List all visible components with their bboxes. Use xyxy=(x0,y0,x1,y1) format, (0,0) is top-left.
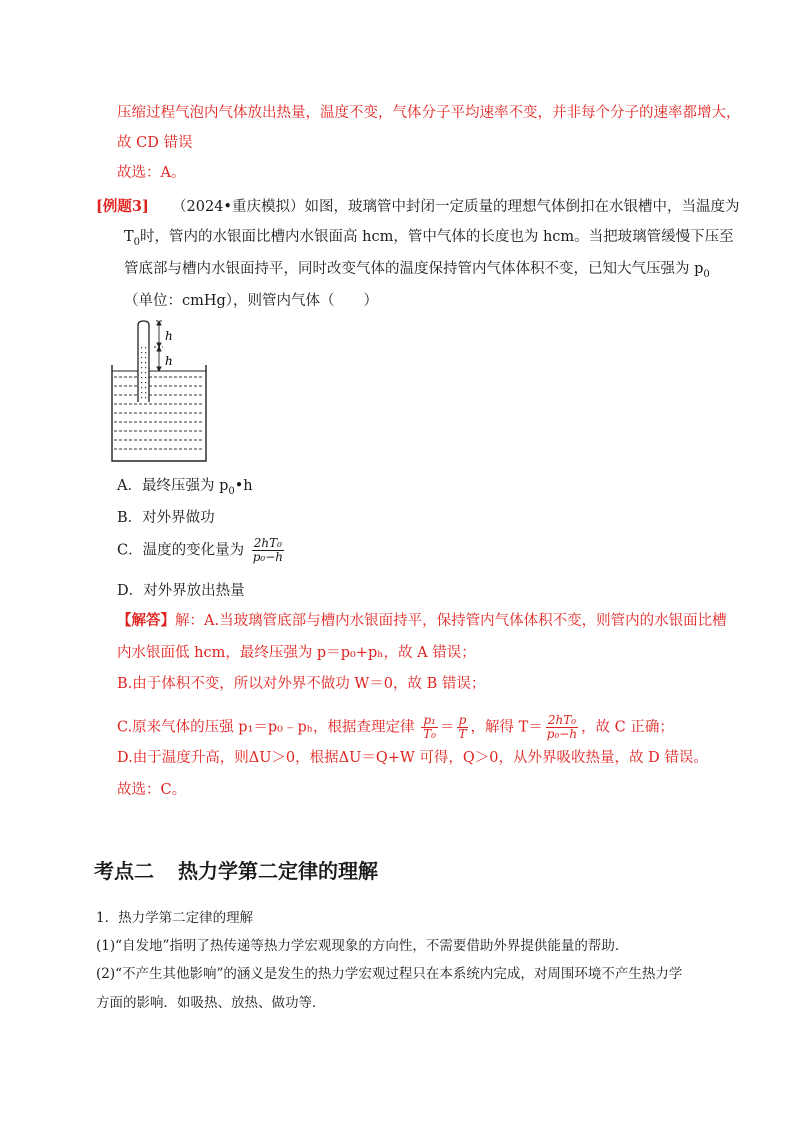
answer-choice: 故选：A。 xyxy=(117,165,186,181)
solution-tag: 【解答】 xyxy=(117,612,175,629)
solution-line: 内水银面低 hcm，最终压强为 p＝p₀+pₕ，故 A 错误； xyxy=(117,645,476,661)
section-heading xyxy=(94,855,378,884)
example-title-line xyxy=(96,197,739,217)
option-d: D．对外界放出热量 xyxy=(117,583,245,599)
answer-line: 故 CD 错误 xyxy=(117,135,193,151)
option-c: C．温度的变化量为 $\frac{\text{2hT₀}}{\text{p₀−h}}$ xyxy=(117,536,283,564)
solution-line: D.由于温度升高，则ΔU＞0，根据ΔU＝Q+W 可得，Q＞0，从外界吸收热量，故 D 错误。 xyxy=(117,750,708,766)
solution-line: C.原来气体的压强 p₁＝p₀﹣pₕ，根据查理定律 $\frac{\text{p₁}}{\text{T₀}}$ ＝ $\frac{p}{T}$ ，解得 T＝ $\frac{\text{2hT₀}}{\text{p₀−h}}$ ，故 C 正确； xyxy=(117,713,674,741)
section-number: 考点二 xyxy=(94,859,154,883)
example-line: $T_0$时，管内的水银面比槽内水银面高 hcm，管中气体的长度也为 hcm。当把玻璃管缓慢下压至 xyxy=(124,229,734,248)
fraction: $\frac{\text{p₁}}{\text{T₀}}$ xyxy=(423,713,436,741)
solution-line: B.由于体积不变，所以对外界不做功 W＝0，故 B 错误； xyxy=(117,676,486,692)
section-item: 方面的影响．如吸热、放热、做功等． xyxy=(96,995,326,1011)
section-item: 1．热力学第二定律的理解 xyxy=(96,910,254,926)
option-b: B．对外界做功 xyxy=(117,510,215,526)
section-title: 热力学第二定律的理解 xyxy=(178,859,378,883)
example-line: 管底部与槽内水银面持平，同时改变气体的温度保持管内气体体积不变，已知大气压强为 $p_0$ xyxy=(124,261,710,280)
example-line: （单位：cmHg），则管内气体（ ） xyxy=(124,293,379,309)
solution-choice: 故选：C。 xyxy=(117,782,187,798)
tube-diagram xyxy=(108,315,218,465)
section-item: (2)“不产生其他影响”的涵义是发生的热力学宏观过程只在本系统内完成，对周围环境不产生热力学 xyxy=(96,966,683,982)
fraction: $\frac{p}{T}$ xyxy=(458,713,467,741)
h-label-top: h xyxy=(165,329,173,343)
answer-line: 压缩过程气泡内气体放出热量，温度不变，气体分子平均速率不变，并非每个分子的速率都增大， xyxy=(117,105,741,121)
h-label-bottom: h xyxy=(165,354,173,368)
option-a: A．最终压强为 $p_0•h$ xyxy=(117,478,253,497)
section-item: (1)“自发地”指明了热传递等热力学宏观现象的方向性，不需要借助外界提供能量的帮助． xyxy=(96,938,629,954)
fraction: $\frac{\text{2hT₀}}{\text{p₀−h}}$ xyxy=(252,536,283,564)
example-text: （2024•重庆模拟）如图，玻璃管中封闭一定质量的理想气体倒扣在水银槽中，当温度为 xyxy=(172,199,740,215)
example-tag: [例题3] xyxy=(96,198,149,215)
fraction: $\frac{\text{2hT₀}}{\text{p₀−h}}$ xyxy=(546,713,578,741)
solution-line: 【解答】解：A.当玻璃管底部与槽内水银面持平，保持管内气体体积不变，则管内的水银面比槽 xyxy=(117,612,727,629)
